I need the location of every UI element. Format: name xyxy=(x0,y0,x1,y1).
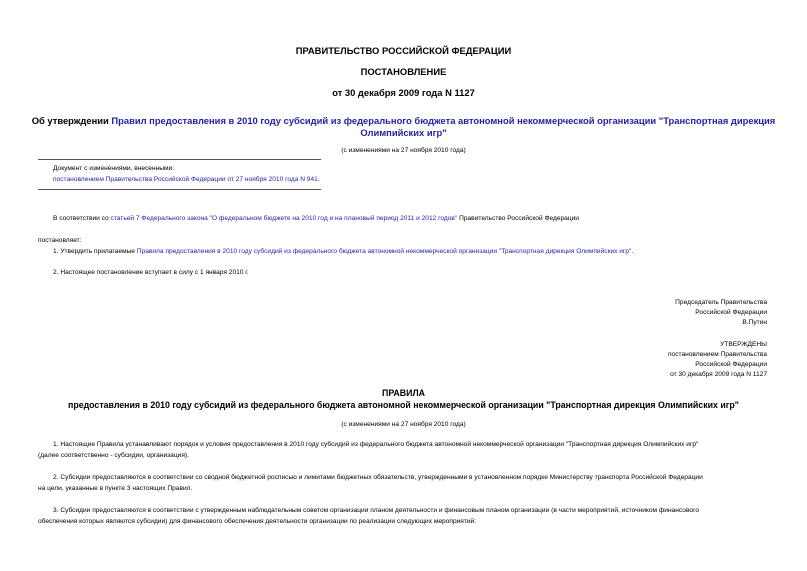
changes-box-entry xyxy=(53,175,320,184)
rules-amendment-note: (с изменениями на 27 ноября 2010 года) xyxy=(341,421,466,428)
document-date-number: от 30 декабря 2009 года N 1127 xyxy=(332,87,475,98)
rules-subtitle: предоставления в 2010 году субсидий из федерального бюджета автономной некоммерческой организации "Транспортная дирекция Олимпийских игр" xyxy=(68,400,739,410)
item-1-prefix: 1. Утвердить прилагаемые xyxy=(53,248,137,255)
document-title-link[interactable]: Правил предоставления в 2010 году субсидий из федерального бюджета автономной некоммерческой организации "Транспортная дирекция xyxy=(111,115,776,126)
document-title-line2 xyxy=(0,127,807,139)
item-1 xyxy=(53,247,633,256)
signature-line2: Российской Федерации xyxy=(695,309,767,316)
rules-link[interactable]: Правила предоставления в 2010 году субсидий из федерального бюджета автономной некоммерческой организации "Транспортная дирекция Олимпийских игр" xyxy=(136,248,632,255)
rules-paragraph-1-line1: 1. Настоящие Правила устанавливают порядок и условия предоставления в 2010 году субсидий из федерального бюджета автономной некоммерческой организации "Транспортная дирекция Олимпийских игр" xyxy=(53,441,699,448)
decides-text: постановляет: xyxy=(38,237,82,244)
item-2: 2. Настоящее постановление вступает в силу с 1 января 2010 г. xyxy=(53,269,249,276)
signature-name: В.Путин xyxy=(742,319,767,326)
approved-line2: постановлением Правительства xyxy=(667,351,767,358)
intro-paragraph xyxy=(53,214,579,223)
document-type-heading: ПОСТАНОВЛЕНИЕ xyxy=(360,66,447,77)
signature-line1: Председатель Правительства xyxy=(675,299,767,306)
rules-paragraph-1-line2: (далее соответственно - субсидии, организация). xyxy=(38,452,189,459)
changes-box-top-rule xyxy=(38,159,321,160)
document-title-link-continued[interactable]: Олимпийских игр" xyxy=(360,127,447,138)
rules-paragraph-3-line1: 3. Субсидии предоставляются в соответствии с утвержденным наблюдательным советом организации планом деятельности и финансовым планом организации (в части мероприятий, источником финансового xyxy=(53,507,699,514)
approved-line3: Российской Федерации xyxy=(695,361,767,368)
changes-box-caption: Документ с изменениями, внесенными: xyxy=(53,165,175,172)
amendment-link-suffix: . xyxy=(317,176,320,183)
approved-line4: от 30 декабря 2009 года N 1127 xyxy=(670,371,767,378)
amendment-note: (с изменениями на 27 ноября 2010 года) xyxy=(341,147,466,154)
item-1-suffix: . xyxy=(631,248,634,255)
federal-law-link[interactable]: статьей 7 Федерального закона "О федеральном бюджете на 2010 год и на плановый период 2011 и 2012 годов" xyxy=(110,215,458,222)
approved-line1: УТВЕРЖДЕНЫ xyxy=(720,341,767,348)
changes-box-bottom-rule xyxy=(38,189,321,190)
document-title-prefix: Об утверждении xyxy=(31,115,112,126)
rules-paragraph-3-line2: обеспечения которых являются субсидии) для финансового обеспечения деятельности организации по реализации следующих мероприятий: xyxy=(38,518,477,525)
amendment-link[interactable]: постановлением Правительства Российской Федерации от 27 ноября 2010 года N 941 xyxy=(53,176,318,183)
document-title-line1 xyxy=(0,115,807,127)
intro-prefix: В соответствии со xyxy=(53,215,111,222)
rules-paragraph-2-line2: на цели, указанные в пункте 3 настоящих Правил. xyxy=(38,485,193,492)
government-heading: ПРАВИТЕЛЬСТВО РОССИЙСКОЙ ФЕДЕРАЦИИ xyxy=(295,45,512,56)
rules-paragraph-2-line1: 2. Субсидии предоставляются в соответствии со сводной бюджетной росписью и лимитами бюджетных обязательств, утвержденными в установленном порядке Министерству транспорта Российской Федерации xyxy=(53,474,703,481)
rules-title: ПРАВИЛА xyxy=(382,388,425,398)
intro-suffix: Правительство Российской Федерации xyxy=(457,215,579,222)
